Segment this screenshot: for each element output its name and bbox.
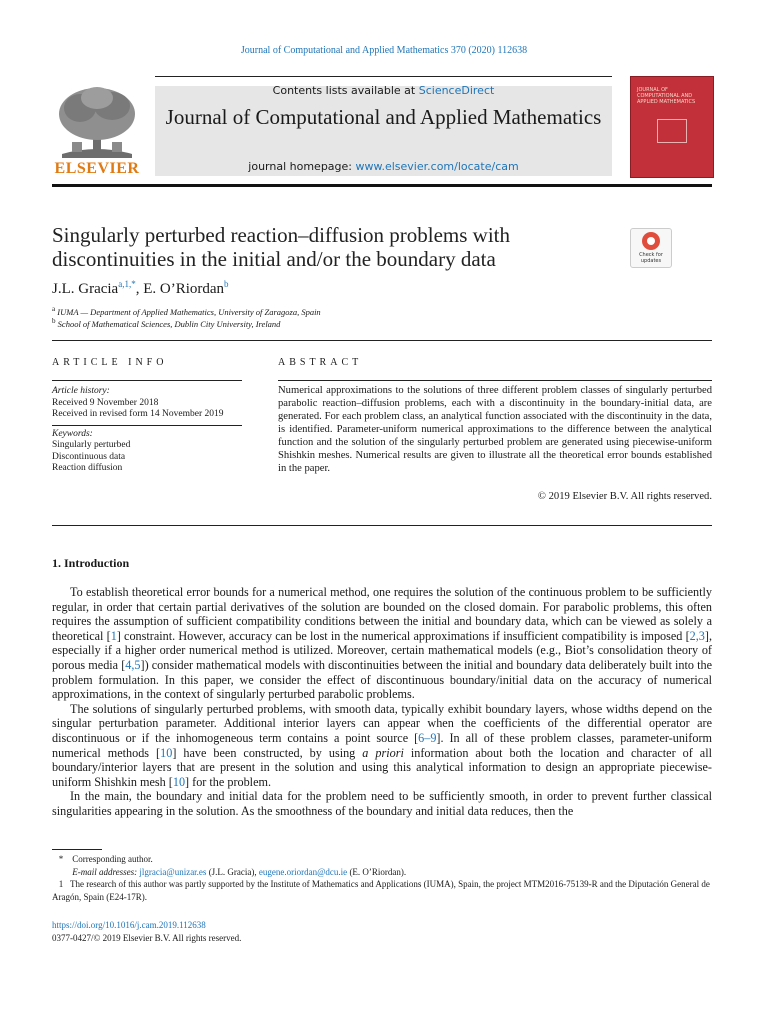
- abstract-rule: [278, 380, 712, 381]
- journal-cover[interactable]: [630, 76, 714, 178]
- keyword: Reaction diffusion: [52, 463, 123, 473]
- keyword: Singularly perturbed: [52, 440, 131, 450]
- affiliation-a: [52, 305, 552, 317]
- article-info-rule: [52, 380, 242, 381]
- citation-link[interactable]: 10: [160, 745, 173, 760]
- email-link[interactable]: jlgracia@unizar.es: [139, 866, 207, 877]
- footnote-rule: [52, 849, 102, 850]
- front-matter-rule: [52, 340, 712, 341]
- author-marks[interactable]: a,1,*: [118, 279, 136, 289]
- keywords-label: Keywords:: [52, 428, 93, 439]
- doi-link[interactable]: https://doi.org/10.1016/j.cam.2019.112638: [52, 920, 206, 930]
- elsevier-logo[interactable]: [52, 84, 142, 178]
- article-info: [52, 386, 242, 475]
- email-link[interactable]: eugene.oriordan@dcu.ie: [258, 866, 348, 877]
- introduction-body: [52, 585, 712, 819]
- citation-link[interactable]: 2,3: [689, 628, 705, 643]
- history-label: Article history:: [52, 386, 110, 396]
- sciencedirect-link[interactable]: ScienceDirect: [418, 84, 495, 97]
- email-owner: (E. O’Riordan).: [349, 866, 407, 877]
- author-marks[interactable]: b: [224, 279, 229, 289]
- footnote-mark: 1: [58, 879, 64, 889]
- author-list: J.L. Gracia$^{a,1,*}$, E. O’Riordan$^b$: [52, 279, 229, 297]
- doi-block: [52, 919, 452, 944]
- cover-title: JOURNAL OF COMPUTATIONAL AND APPLIED MATHEMATICS: [637, 87, 696, 105]
- author-name[interactable]: J.L. Gracia: [52, 281, 119, 297]
- footnote-text: The research of this author was partly supported by the Institute of Mathematics and Applications (IUMA), Spain, the project MTM2016-75139-R and the Diputación General de Aragón, Spain (E24-17R).: [52, 879, 710, 902]
- contents-prefix: Contents lists available at: [272, 84, 416, 97]
- history-received: Received 9 November 2018: [52, 397, 159, 408]
- citation-link[interactable]: 10: [172, 774, 186, 789]
- footnote-emails: [52, 866, 712, 879]
- author-name[interactable]: E. O’Riordan: [143, 281, 225, 297]
- email-label: E-mail addresses:: [72, 866, 138, 877]
- header-top-rule: [155, 76, 612, 77]
- header-bottom-rule: [52, 184, 712, 187]
- paragraph: To establish theoretical error bounds for a numerical method, one requires the solution of the continuous problem to be sufficiently regular, in order that certain partial derivatives of the solution are bounded on the closed domain. For parabolic problems, this often requires the assumption of sufficient compatibility conditions between the initial and boundary data, which can be viewed as solely a theoretical [1] constraint. However, accuracy can be lost in the numerical approximations if insufficient compatibility is imposed [2,3], especially if a higher order numerical method is utilized. Moreover, certain mathematical models (e.g., Biot’s consolidation theory of porous media [4,5]) consider mathematical models with discontinuities between the initial and boundary data deliberately built into the problem formulation. In this paper, we consider the effect of discontinuous boundary/initial data on the accuracy of numerical approximations, in the context of singularly perturbed parabolic problems.: [52, 585, 712, 702]
- affiliation-mark: b: [52, 317, 56, 325]
- paragraph: The solutions of singularly perturbed problems, with smooth data, typically exhibit boundary layers, whose widths depend on the singular perturbation parameter. Additional interior layers can appear when the coefficients of the differential operator are discontinuous or if the inhomogeneous term contains a point source [6–9]. In all of these problem classes, parameter-uniform numerical methods [10] have been constructed, by using a priori information about both the location and character of all boundary/interior layers that are present in the solution and using this analytical information to design an appropriate piecewise-uniform Shishkin mesh [10] for the problem.: [52, 701, 712, 789]
- journal-title: Journal of Computational and Applied Mathematics: [165, 105, 602, 129]
- issn-line: 0377-0427/© 2019 Elsevier B.V. All rights reserved.: [52, 932, 242, 943]
- keywords-rule: [52, 425, 242, 426]
- paper-title: Singularly perturbed reaction–diffusion problems with discontinuities in the initial and/or the boundary data: [52, 223, 511, 271]
- footnote-text: Corresponding author.: [72, 854, 153, 864]
- homepage-prefix: journal homepage:: [248, 160, 352, 173]
- abstract-copyright: © 2019 Elsevier B.V. All rights reserved.: [537, 491, 712, 502]
- citation-link[interactable]: 6–9: [418, 730, 437, 745]
- affiliation-b: [52, 317, 552, 329]
- check-for-updates-button[interactable]: [630, 228, 672, 268]
- footnote-mark: *: [58, 854, 64, 864]
- footnote-corresponding: [52, 853, 712, 866]
- check-updates-icon: [642, 232, 660, 250]
- cover-emblem-icon: [657, 119, 687, 143]
- check-updates-label: Check for updates: [639, 252, 663, 264]
- journal-reference[interactable]: Journal of Computational and Applied Mathematics 370 (2020) 112638: [240, 45, 528, 56]
- keyword: Discontinuous data: [52, 451, 126, 462]
- paragraph: In the main, the boundary and initial data for the problem need to be sufficiently smooth, in order to prevent further classical singularities appearing in the solution. As the smoothness of the boundary and initial data reduces, then the: [52, 789, 712, 818]
- affiliation-text: School of Mathematical Sciences, Dublin City University, Ireland: [57, 318, 281, 329]
- section-heading: 1. Introduction: [52, 556, 130, 570]
- abstract-text: Numerical approximations to the solutions of three different problem classes of singularly perturbed parabolic reaction–diffusion problems, each with a discontinuity in the boundary-initial data, are generated. For each problem class, an analytical function associated with the discontinuity in the data, is identified. Parameter-uniform numerical approximations to the difference between the analytical function and the solution of the singularly perturbed problem are generated using piecewise-uniform Shishkin meshes. Numerical results are given to illustrate all the theoretical error bounds established in the paper.: [278, 385, 712, 474]
- contents-line: [155, 84, 612, 97]
- footnotes: [52, 853, 712, 903]
- citation-link[interactable]: 4,5: [125, 657, 141, 672]
- homepage-line: [155, 160, 612, 173]
- citation-link[interactable]: 1: [110, 628, 117, 643]
- affiliation-text: IUMA — Department of Applied Mathematics, University of Zaragoza, Spain: [57, 306, 321, 317]
- history-revised: Received in revised form 14 November 2019: [52, 409, 224, 419]
- abstract-heading: ABSTRACT: [278, 357, 363, 368]
- article-info-heading: ARTICLE INFO: [52, 357, 168, 368]
- email-owner: (J.L. Gracia),: [208, 866, 257, 877]
- footnote-funding: [52, 878, 712, 903]
- publisher-name: ELSEVIER: [54, 160, 140, 177]
- abstract-bottom-rule: [52, 525, 712, 526]
- affiliation-mark: a: [52, 305, 56, 313]
- homepage-link[interactable]: www.elsevier.com/locate/cam: [355, 160, 519, 173]
